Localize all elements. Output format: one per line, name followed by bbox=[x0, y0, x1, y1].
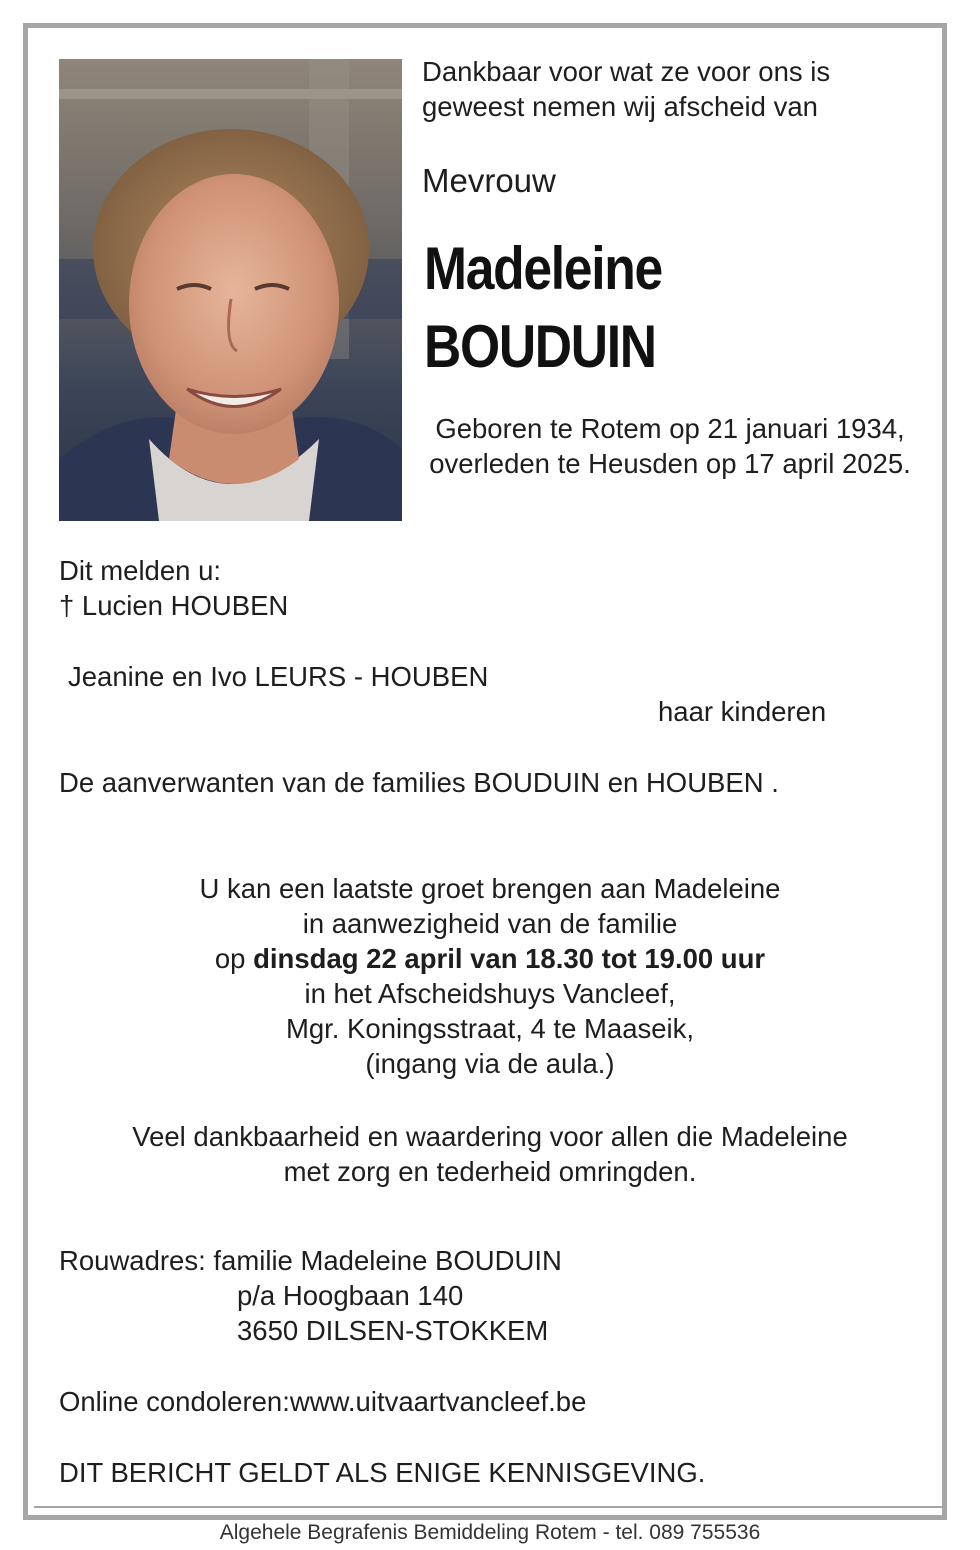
visitation-line: Mgr. Koningsstraat, 4 te Maaseik, bbox=[285, 1013, 695, 1044]
address-line: p/a Hoogbaan 140 bbox=[237, 1280, 464, 1311]
thanks-block bbox=[0, 1119, 980, 1189]
footer-divider bbox=[34, 1506, 946, 1508]
announcers-intro: Dit melden u: bbox=[59, 555, 222, 586]
official-notice: DIT BERICHT GELDT ALS ENIGE KENNISGEVING. bbox=[59, 1457, 706, 1488]
visitation-line: in aanwezigheid van de familie bbox=[302, 908, 678, 939]
last-name: BOUDUIN bbox=[424, 313, 656, 380]
intro-line: Dankbaar voor wat ze voor ons is bbox=[422, 56, 831, 87]
title-text: Mevrouw bbox=[422, 162, 556, 199]
announcers-block bbox=[59, 553, 288, 623]
address-line: 3650 DILSEN-STOKKEM bbox=[237, 1315, 549, 1346]
first-name: Madeleine bbox=[424, 235, 662, 302]
visitation-line: in het Afscheidshuys Vancleef, bbox=[304, 978, 676, 1009]
address-lines bbox=[237, 1278, 548, 1348]
child-role: haar kinderen bbox=[658, 696, 827, 727]
thanks-line: met zorg en tederheid omringden. bbox=[283, 1156, 697, 1187]
visitation-prefix: op bbox=[214, 943, 254, 974]
online-condolence: Online condoleren:www.uitvaartvancleef.be bbox=[59, 1386, 587, 1417]
visitation-block bbox=[0, 871, 980, 1081]
intro-line: geweest nemen wij afscheid van bbox=[422, 91, 818, 122]
child-names: Jeanine en Ivo LEURS - HOUBEN bbox=[68, 661, 489, 692]
visitation-date-line bbox=[0, 941, 980, 976]
visitation-date: dinsdag 22 april van 18.30 tot 19.00 uur bbox=[253, 943, 766, 974]
relatives-text: De aanverwanten van de families BOUDUIN en HOUBEN . bbox=[59, 767, 779, 798]
birth-death-text: Geboren te Rotem op 21 januari 1934, overleden te Heusden op 17 april 2025. bbox=[429, 413, 911, 479]
intro-text bbox=[422, 54, 830, 124]
portrait-photo bbox=[59, 59, 402, 521]
address-label: Rouwadres: familie Madeleine BOUDUIN bbox=[59, 1245, 562, 1276]
spouse-name: † Lucien HOUBEN bbox=[59, 590, 289, 621]
footer-text: Algehele Begrafenis Bemiddeling Rotem - tel. 089 755536 bbox=[219, 1521, 761, 1544]
visitation-line: (ingang via de aula.) bbox=[365, 1048, 615, 1079]
deceased-name bbox=[424, 230, 662, 386]
thanks-line: Veel dankbaarheid en waardering voor allen die Madeleine bbox=[132, 1121, 848, 1152]
visitation-line: U kan een laatste groet brengen aan Madeleine bbox=[199, 873, 781, 904]
